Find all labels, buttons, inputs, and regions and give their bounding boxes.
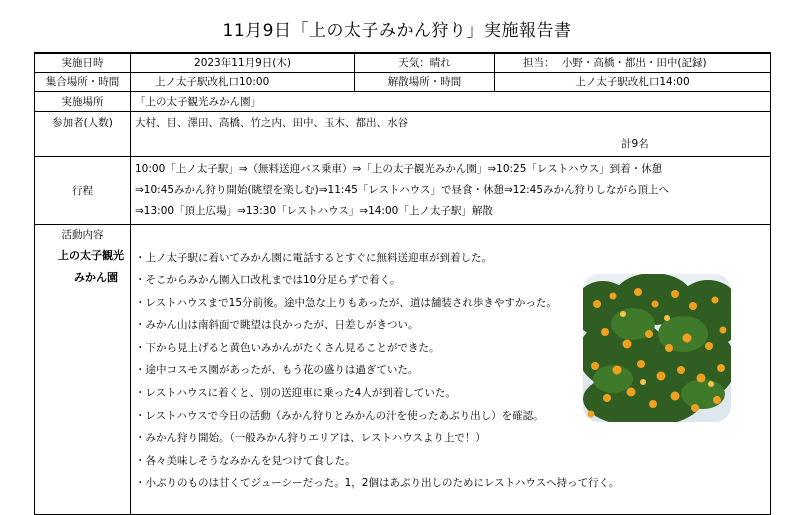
venue-label: 実施場所 bbox=[35, 91, 131, 111]
report-table bbox=[34, 52, 771, 515]
activity-label: 活動内容 bbox=[61, 228, 104, 241]
activity-item: ・上ノ太子駅に着いてみかん園に電話するとすぐに無料送迎車が到着した。 bbox=[135, 251, 492, 264]
report-title: 11月9日「上の太子みかん狩り」実施報告書 bbox=[222, 21, 572, 41]
activity-item: ・小ぶりのものは甘くてジューシーだった。1，2個はあぶり出しのためにレストハウスへ持って行く。 bbox=[135, 477, 620, 490]
participants-cell bbox=[131, 111, 771, 156]
activity-item: ・レストハウスまで15分前後。途中急な上りもあったが、道は舗装され歩きやすかった。 bbox=[135, 296, 557, 309]
itinerary-line: ⇒10:45みかん狩り開始(眺望を楽しむ)⇒11:45「レストハウス」で昼食・休憩⇒12:45みかん狩りしながら頂上へ bbox=[135, 183, 670, 196]
row-date bbox=[35, 53, 771, 72]
staff-cell bbox=[495, 53, 771, 72]
activity-item: ・途中コスモス園があったが、もう花の盛りは過ぎていた。 bbox=[135, 364, 419, 377]
participants-label: 参加者(人数) bbox=[35, 111, 131, 156]
row-meeting bbox=[35, 72, 771, 91]
itinerary-label: 行程 bbox=[35, 156, 131, 224]
mandarin-orchard-photo bbox=[583, 274, 731, 422]
meeting-value: 上ノ太子駅改札口10:00 bbox=[131, 72, 355, 91]
activity-label-cell bbox=[35, 224, 131, 514]
orchard-photo-image bbox=[583, 274, 731, 422]
staff-value: 小野・高橋・都出・田中(記録) bbox=[561, 57, 707, 70]
activity-cell bbox=[131, 224, 771, 514]
dismissal-label: 解散場所・時間 bbox=[355, 72, 495, 91]
activity-item: ・みかん山は南斜面で眺望は良かったが、日差しがきつい。 bbox=[135, 319, 419, 332]
activity-item: ・レストハウスに着くと、別の送迎車に乗った4人が到着していた。 bbox=[135, 387, 456, 400]
row-participants bbox=[35, 111, 771, 156]
itinerary-cell bbox=[131, 156, 771, 224]
participants-names: 大村、目、澤田、高橋、竹之内、田中、玉木、都出、水谷 bbox=[135, 116, 408, 129]
row-activity bbox=[35, 224, 771, 514]
meeting-label: 集合場所・時間 bbox=[35, 72, 131, 91]
activity-place-line1: 上の太子観光 bbox=[58, 248, 124, 262]
staff-label: 担当： bbox=[523, 57, 555, 70]
participants-total: 計9名 bbox=[621, 137, 649, 150]
row-venue bbox=[35, 91, 771, 111]
itinerary-line: ⇒13:00「頂上広場」⇒13:30「レストハウス」⇒14:00「上ノ太子駅」解散 bbox=[135, 204, 493, 217]
date-label: 実施日時 bbox=[35, 53, 131, 72]
venue-value: 「上の太子観光みかん園」 bbox=[131, 91, 771, 111]
activity-item: ・みかん狩り開始。（一般みかん狩りエリアは、レストハウスより上で！） bbox=[135, 432, 486, 445]
activity-place-line2: みかん園 bbox=[74, 270, 118, 284]
activity-item: ・各々美味しそうなみかんを見つけて食した。 bbox=[135, 454, 356, 467]
row-itinerary bbox=[35, 156, 771, 224]
date-value: 2023年11月9日(木) bbox=[131, 53, 355, 72]
itinerary-line: 10:00「上ノ太子駅」⇒（無料送迎バス乗車）⇒「上の太子観光みかん園」⇒10:25「レストハウス」到着・休憩 bbox=[135, 162, 663, 175]
activity-item: ・レストハウスで今日の活動（みかん狩りとみかんの汁を使ったあぶり出し）を確認。 bbox=[135, 409, 544, 422]
dismissal-value: 上ノ太子駅改札口14:00 bbox=[495, 72, 771, 91]
activity-item: ・そこからみかん園入口改札までは10分足らずで着く。 bbox=[135, 274, 401, 287]
weather-value: 天気：晴れ bbox=[355, 53, 495, 72]
activity-item: ・下から見上げると黄色いみかんがたくさん見ることができた。 bbox=[135, 341, 440, 354]
